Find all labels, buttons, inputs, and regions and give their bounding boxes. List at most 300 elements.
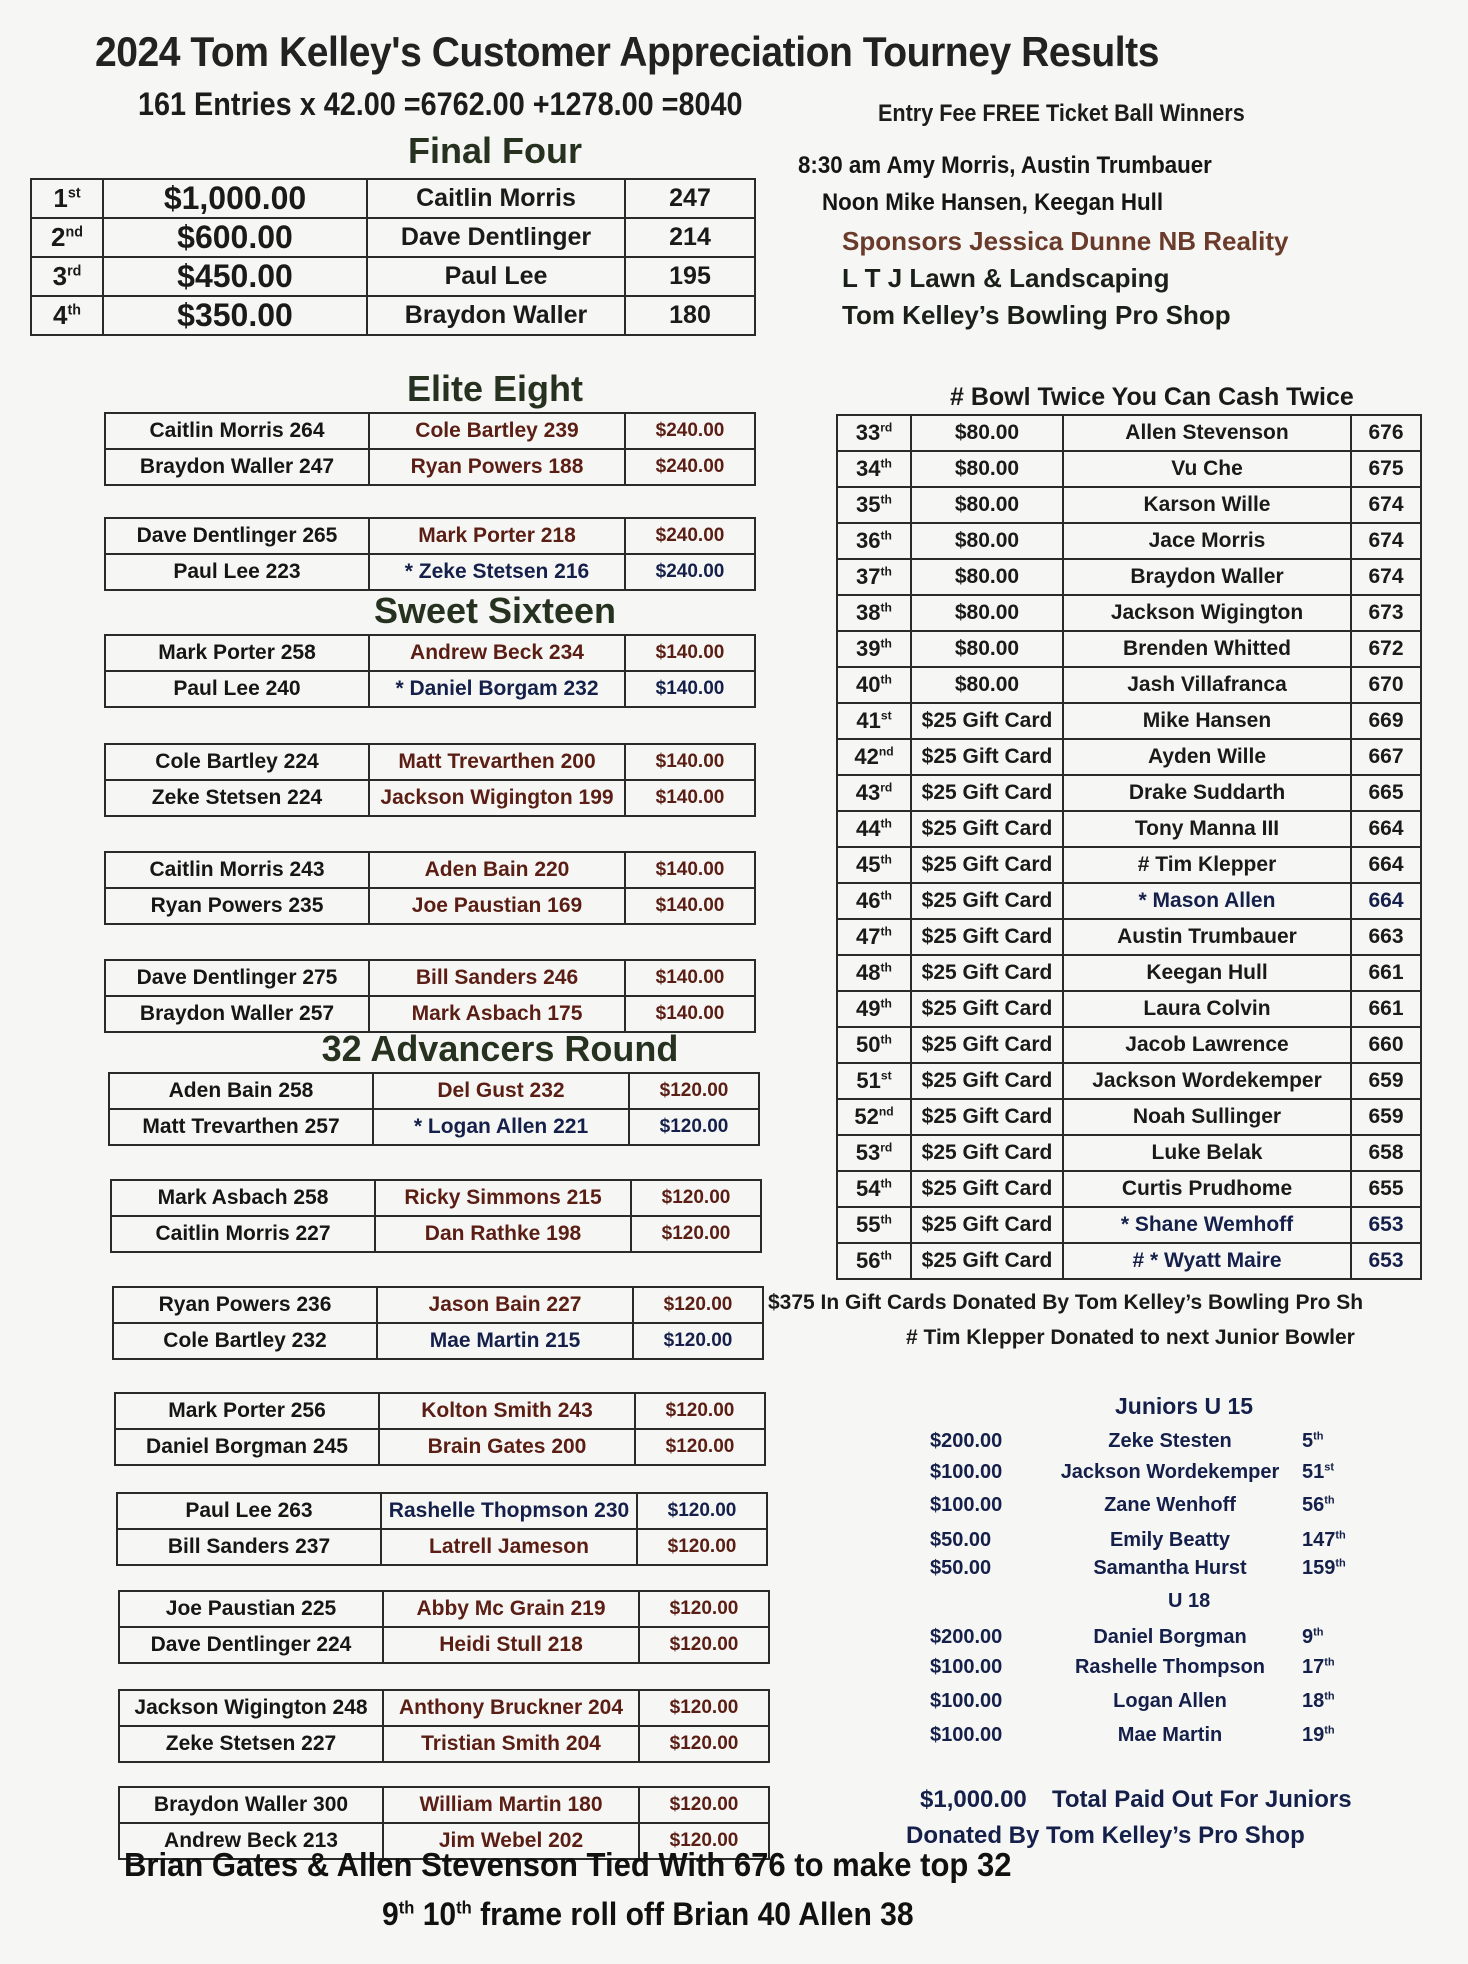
payout-cell: $140.00 bbox=[625, 780, 755, 816]
advancers-32-match-group bbox=[116, 1492, 768, 1566]
final-four-row bbox=[31, 257, 755, 296]
bowler-name-cell: * Shane Wemhoff bbox=[1063, 1207, 1351, 1243]
junior-prize: $50.00 bbox=[930, 1529, 992, 1551]
final-four-table bbox=[30, 178, 756, 336]
match-row bbox=[117, 1493, 767, 1529]
place-number: 40 bbox=[856, 672, 881, 697]
score-cell: 676 bbox=[1351, 415, 1421, 451]
junior-rank bbox=[1290, 1529, 1362, 1552]
prize-cell: $25 Gift Card bbox=[911, 1099, 1063, 1135]
match-row bbox=[111, 1216, 761, 1252]
junior-rank-number: 18 bbox=[1302, 1690, 1325, 1712]
place-number: 2 bbox=[51, 222, 66, 252]
junior-rank-number: 147 bbox=[1302, 1529, 1336, 1551]
payout-cell: $140.00 bbox=[625, 852, 755, 888]
sweet-sixteen-heading: Sweet Sixteen bbox=[373, 590, 617, 631]
junior-prize: $50.00 bbox=[930, 1557, 992, 1579]
junior-prize: $200.00 bbox=[930, 1430, 1003, 1452]
bowler-name-cell: Jacob Lawrence bbox=[1063, 1027, 1351, 1063]
place-suffix: st bbox=[67, 185, 81, 202]
prize-cell: $25 Gift Card bbox=[911, 919, 1063, 955]
advancers-32-match-group bbox=[118, 1689, 770, 1763]
opponent-cell: Aden Bain 220 bbox=[369, 852, 625, 888]
prize-cell: $25 Gift Card bbox=[911, 703, 1063, 739]
match-row bbox=[119, 1726, 769, 1762]
bowler-name-cell: # * Wyatt Maire bbox=[1063, 1243, 1351, 1279]
place-suffix: rd bbox=[880, 420, 893, 435]
place-suffix: rd bbox=[880, 780, 893, 795]
winner-cell: Braydon Waller 257 bbox=[105, 996, 369, 1032]
ticket-winners-noon: Noon Mike Hansen, Keegan Hull bbox=[822, 189, 1164, 216]
opponent-cell: Heidi Stull 218 bbox=[383, 1627, 639, 1663]
place-number: 55 bbox=[856, 1212, 881, 1237]
place-number: 53 bbox=[855, 1140, 881, 1165]
match-row bbox=[105, 518, 755, 554]
bowler-name-cell: Jackson Wordekemper bbox=[1063, 1063, 1351, 1099]
score-cell: 664 bbox=[1351, 811, 1421, 847]
payout-cell: $120.00 bbox=[637, 1529, 767, 1565]
winner-cell: Joe Paustian 225 bbox=[119, 1591, 383, 1627]
place-cell bbox=[31, 257, 103, 296]
winner-cell: Dave Dentlinger 275 bbox=[105, 960, 369, 996]
match-row bbox=[113, 1287, 763, 1323]
place-number: 44 bbox=[856, 816, 881, 841]
sweet-sixteen-match-group bbox=[104, 634, 756, 708]
junior-rank-number: 9 bbox=[1302, 1626, 1314, 1648]
sponsor-ltj-lawn: L T J Lawn & Landscaping bbox=[842, 263, 1170, 293]
payout-cell: $240.00 bbox=[625, 413, 755, 449]
place-cell bbox=[837, 667, 911, 703]
score-cell: 659 bbox=[1351, 1063, 1421, 1099]
prize-cell: $80.00 bbox=[911, 523, 1063, 559]
opponent-cell: Jason Bain 227 bbox=[377, 1287, 633, 1323]
place-suffix: st bbox=[880, 708, 892, 723]
payout-cell: $120.00 bbox=[639, 1627, 769, 1663]
junior-rank-number: 159 bbox=[1302, 1557, 1336, 1579]
bowler-name-cell: Keegan Hull bbox=[1063, 955, 1351, 991]
score-cell: 659 bbox=[1351, 1099, 1421, 1135]
junior-name: Rashelle Thompson bbox=[1074, 1656, 1266, 1678]
match-row bbox=[119, 1591, 769, 1627]
payout-cell: $120.00 bbox=[631, 1216, 761, 1252]
match-row bbox=[105, 960, 755, 996]
bowler-name-cell: Austin Trumbauer bbox=[1063, 919, 1351, 955]
prize-cell: $600.00 bbox=[103, 218, 367, 257]
match-row bbox=[109, 1073, 759, 1109]
opponent-cell: Abby Mc Grain 219 bbox=[383, 1591, 639, 1627]
score-cell: 674 bbox=[1351, 487, 1421, 523]
juniors-donated-by: Donated By Tom Kelley’s Pro Shop bbox=[906, 1822, 1305, 1849]
junior-rank-number: 56 bbox=[1302, 1494, 1325, 1516]
opponent-cell: Joe Paustian 169 bbox=[369, 888, 625, 924]
payout-cell: $120.00 bbox=[629, 1073, 759, 1109]
winner-cell: Ryan Powers 235 bbox=[105, 888, 369, 924]
standings-row bbox=[837, 847, 1421, 883]
place-suffix: th bbox=[880, 1176, 892, 1191]
junior-prize: $200.00 bbox=[930, 1626, 1003, 1648]
prize-cell: $80.00 bbox=[911, 667, 1063, 703]
bowler-name-cell: Paul Lee bbox=[367, 257, 625, 296]
standings-row bbox=[837, 811, 1421, 847]
score-cell: 674 bbox=[1351, 523, 1421, 559]
bowler-name-cell: Karson Wille bbox=[1063, 487, 1351, 523]
score-cell: 655 bbox=[1351, 1171, 1421, 1207]
elite-eight-match-group bbox=[104, 412, 756, 486]
place-suffix: th bbox=[880, 528, 892, 543]
match-row bbox=[105, 780, 755, 816]
junior-row bbox=[930, 1626, 1370, 1649]
payout-cell: $140.00 bbox=[625, 960, 755, 996]
place-cell bbox=[837, 739, 911, 775]
score-cell: 670 bbox=[1351, 667, 1421, 703]
prize-cell: $80.00 bbox=[911, 415, 1063, 451]
place-suffix: th bbox=[880, 1212, 892, 1227]
place-suffix: nd bbox=[878, 1104, 894, 1119]
junior-prize: $100.00 bbox=[930, 1656, 1003, 1678]
prize-cell: $25 Gift Card bbox=[911, 991, 1063, 1027]
entries-summary: 161 Entries x 42.00 =6762.00 +1278.00 =8040 bbox=[138, 86, 743, 122]
junior-rank-suffix: st bbox=[1324, 1461, 1335, 1474]
junior-rank-suffix: th bbox=[1324, 1656, 1335, 1669]
score-cell: 664 bbox=[1351, 883, 1421, 919]
advancers-32-match-group bbox=[108, 1072, 760, 1146]
standings-row bbox=[837, 919, 1421, 955]
junior-name: Zane Wenhoff bbox=[1104, 1494, 1236, 1516]
junior-rank-suffix: th bbox=[1324, 1494, 1335, 1507]
rolloff-frame-a: 9 bbox=[382, 1896, 399, 1932]
junior-row bbox=[930, 1557, 1370, 1580]
advancers-32-match-group bbox=[112, 1286, 764, 1360]
place-number: 46 bbox=[856, 888, 881, 913]
place-cell bbox=[837, 631, 911, 667]
sweet-sixteen-match-group bbox=[104, 743, 756, 817]
place-suffix: th bbox=[67, 302, 81, 319]
payout-cell: $140.00 bbox=[625, 996, 755, 1032]
standings-row bbox=[837, 1063, 1421, 1099]
junior-rank bbox=[1290, 1656, 1362, 1679]
prize-cell: $80.00 bbox=[911, 595, 1063, 631]
opponent-cell: Bill Sanders 246 bbox=[369, 960, 625, 996]
payout-cell: $140.00 bbox=[625, 671, 755, 707]
junior-name: Zeke Stesten bbox=[1108, 1430, 1232, 1452]
place-number: 39 bbox=[856, 636, 881, 661]
payout-cell: $140.00 bbox=[625, 888, 755, 924]
winner-cell: Paul Lee 240 bbox=[105, 671, 369, 707]
match-row bbox=[115, 1393, 765, 1429]
match-row bbox=[115, 1429, 765, 1465]
match-row bbox=[105, 888, 755, 924]
place-suffix: th bbox=[880, 816, 892, 831]
advancers-32-match-group bbox=[118, 1590, 770, 1664]
junior-prize: $100.00 bbox=[930, 1690, 1003, 1712]
winner-cell: Paul Lee 263 bbox=[117, 1493, 381, 1529]
place-suffix: th bbox=[880, 1032, 892, 1047]
score-cell: 180 bbox=[625, 296, 755, 335]
place-cell bbox=[31, 296, 103, 335]
bowler-name-cell: Tony Manna III bbox=[1063, 811, 1351, 847]
place-suffix: rd bbox=[880, 1140, 893, 1155]
place-cell bbox=[837, 1027, 911, 1063]
junior-rank-suffix: th bbox=[1335, 1557, 1346, 1570]
opponent-cell: Andrew Beck 234 bbox=[369, 635, 625, 671]
standings-row bbox=[837, 703, 1421, 739]
score-cell: 653 bbox=[1351, 1207, 1421, 1243]
score-cell: 661 bbox=[1351, 991, 1421, 1027]
opponent-cell: * Logan Allen 221 bbox=[373, 1109, 629, 1145]
bowler-name-cell: Luke Belak bbox=[1063, 1135, 1351, 1171]
junior-rank-number: 5 bbox=[1302, 1430, 1314, 1452]
payout-cell: $120.00 bbox=[633, 1323, 763, 1359]
opponent-cell: Rashelle Thopmson 230 bbox=[381, 1493, 637, 1529]
match-row bbox=[105, 413, 755, 449]
prize-cell: $80.00 bbox=[911, 487, 1063, 523]
match-row bbox=[113, 1323, 763, 1359]
place-suffix: nd bbox=[65, 224, 83, 241]
prize-cell: $25 Gift Card bbox=[911, 1207, 1063, 1243]
place-cell bbox=[837, 811, 911, 847]
place-number: 4 bbox=[53, 300, 68, 330]
bowler-name-cell: Mike Hansen bbox=[1063, 703, 1351, 739]
bowler-name-cell: # Tim Klepper bbox=[1063, 847, 1351, 883]
winner-cell: Paul Lee 223 bbox=[105, 554, 369, 590]
standings-row bbox=[837, 415, 1421, 451]
winner-cell: Caitlin Morris 264 bbox=[105, 413, 369, 449]
place-number: 1 bbox=[53, 183, 68, 213]
place-number: 37 bbox=[856, 564, 881, 589]
klepper-note: # Tim Klepper Donated to next Junior Bowler bbox=[906, 1326, 1355, 1349]
winner-cell: Cole Bartley 224 bbox=[105, 744, 369, 780]
junior-row bbox=[930, 1656, 1370, 1679]
place-number: 41 bbox=[856, 708, 881, 733]
match-row bbox=[119, 1787, 769, 1823]
junior-row bbox=[930, 1494, 1370, 1517]
advancers-32-match-group bbox=[114, 1392, 766, 1466]
place-number: 45 bbox=[856, 852, 881, 877]
payout-cell: $120.00 bbox=[633, 1287, 763, 1323]
winner-cell: Andrew Beck 213 bbox=[119, 1823, 383, 1859]
place-cell bbox=[31, 218, 103, 257]
standings-row bbox=[837, 1135, 1421, 1171]
place-number: 35 bbox=[856, 492, 881, 517]
score-cell: 660 bbox=[1351, 1027, 1421, 1063]
payout-cell: $240.00 bbox=[625, 554, 755, 590]
opponent-cell: Cole Bartley 239 bbox=[369, 413, 625, 449]
prize-cell: $25 Gift Card bbox=[911, 847, 1063, 883]
score-cell: 669 bbox=[1351, 703, 1421, 739]
junior-prize: $100.00 bbox=[930, 1724, 1003, 1746]
sweet-sixteen-match-group bbox=[104, 959, 756, 1033]
payout-cell: $120.00 bbox=[639, 1726, 769, 1762]
place-suffix: th bbox=[880, 852, 892, 867]
winner-cell: Mark Porter 256 bbox=[115, 1393, 379, 1429]
junior-rank-suffix: th bbox=[1313, 1430, 1324, 1443]
place-suffix: th bbox=[880, 960, 892, 975]
standings-row bbox=[837, 451, 1421, 487]
junior-rank-number: 51 bbox=[1302, 1461, 1325, 1483]
place-number: 43 bbox=[855, 780, 881, 805]
juniors-u18-heading: U 18 bbox=[1168, 1590, 1211, 1612]
sponsor-pro-shop: Tom Kelley’s Bowling Pro Shop bbox=[842, 300, 1231, 330]
standings-row bbox=[837, 1243, 1421, 1279]
place-suffix: th bbox=[880, 672, 892, 687]
winner-cell: Braydon Waller 300 bbox=[119, 1787, 383, 1823]
standings-row bbox=[837, 955, 1421, 991]
bowler-name-cell: Drake Suddarth bbox=[1063, 775, 1351, 811]
junior-row bbox=[930, 1724, 1370, 1747]
opponent-cell: Jim Webel 202 bbox=[383, 1823, 639, 1859]
bowl-twice-table bbox=[836, 414, 1422, 1280]
junior-rank-suffix: th bbox=[1313, 1626, 1324, 1639]
winner-cell: Zeke Stetsen 224 bbox=[105, 780, 369, 816]
score-cell: 661 bbox=[1351, 955, 1421, 991]
match-row bbox=[105, 449, 755, 485]
prize-cell: $350.00 bbox=[103, 296, 367, 335]
bowler-name-cell: Jackson Wigington bbox=[1063, 595, 1351, 631]
junior-rank bbox=[1290, 1557, 1362, 1580]
junior-name: Jackson Wordekemper bbox=[1060, 1461, 1280, 1483]
prize-cell: $25 Gift Card bbox=[911, 883, 1063, 919]
place-cell bbox=[837, 415, 911, 451]
opponent-cell: Brain Gates 200 bbox=[379, 1429, 635, 1465]
standings-row bbox=[837, 1207, 1421, 1243]
standings-row bbox=[837, 883, 1421, 919]
junior-rank-suffix: th bbox=[1324, 1690, 1335, 1703]
place-cell bbox=[31, 179, 103, 218]
bowler-name-cell: Jace Morris bbox=[1063, 523, 1351, 559]
score-cell: 247 bbox=[625, 179, 755, 218]
bowler-name-cell: * Mason Allen bbox=[1063, 883, 1351, 919]
place-number: 47 bbox=[856, 924, 881, 949]
score-cell: 658 bbox=[1351, 1135, 1421, 1171]
bowler-name-cell: Ayden Wille bbox=[1063, 739, 1351, 775]
place-cell bbox=[837, 991, 911, 1027]
winner-cell: Ryan Powers 236 bbox=[113, 1287, 377, 1323]
junior-rank bbox=[1290, 1461, 1362, 1484]
opponent-cell: Anthony Bruckner 204 bbox=[383, 1690, 639, 1726]
place-suffix: th bbox=[880, 456, 892, 471]
winner-cell: Dave Dentlinger 265 bbox=[105, 518, 369, 554]
junior-name: Samantha Hurst bbox=[1093, 1557, 1247, 1579]
winner-cell: Mark Porter 258 bbox=[105, 635, 369, 671]
junior-name: Daniel Borgman bbox=[1093, 1626, 1247, 1648]
opponent-cell: William Martin 180 bbox=[383, 1787, 639, 1823]
opponent-cell: Matt Trevarthen 200 bbox=[369, 744, 625, 780]
match-row bbox=[117, 1529, 767, 1565]
junior-rank-number: 17 bbox=[1302, 1656, 1325, 1678]
standings-row bbox=[837, 487, 1421, 523]
junior-rank-suffix: th bbox=[1324, 1724, 1335, 1737]
place-cell bbox=[837, 919, 911, 955]
place-suffix: th bbox=[880, 636, 892, 651]
junior-rank-suffix: th bbox=[1335, 1529, 1346, 1542]
winner-cell: Matt Trevarthen 257 bbox=[109, 1109, 373, 1145]
place-cell bbox=[837, 1207, 911, 1243]
place-number: 34 bbox=[856, 456, 881, 481]
winner-cell: Cole Bartley 232 bbox=[113, 1323, 377, 1359]
prize-cell: $25 Gift Card bbox=[911, 739, 1063, 775]
gift-card-note: $375 In Gift Cards Donated By Tom Kelley’s Bowling Pro Sh bbox=[768, 1291, 1364, 1314]
payout-cell: $120.00 bbox=[639, 1787, 769, 1823]
place-cell bbox=[837, 883, 911, 919]
juniors-total-amount: $1,000.00 bbox=[920, 1786, 1027, 1813]
winner-cell: Caitlin Morris 227 bbox=[111, 1216, 375, 1252]
sponsor-jessica-dunne: Sponsors Jessica Dunne NB Reality bbox=[842, 226, 1289, 256]
place-suffix: th bbox=[880, 924, 892, 939]
junior-rank bbox=[1290, 1494, 1362, 1517]
score-cell: 674 bbox=[1351, 559, 1421, 595]
prize-cell: $80.00 bbox=[911, 451, 1063, 487]
prize-cell: $25 Gift Card bbox=[911, 775, 1063, 811]
tie-note: Brian Gates & Allen Stevenson Tied With 676 to make top 32 bbox=[124, 1846, 1012, 1883]
score-cell: 673 bbox=[1351, 595, 1421, 631]
junior-name: Emily Beatty bbox=[1109, 1529, 1231, 1551]
standings-row bbox=[837, 667, 1421, 703]
junior-rank bbox=[1290, 1690, 1362, 1713]
advancers-32-heading: 32 Advancers Round bbox=[321, 1028, 679, 1069]
opponent-cell: Ricky Simmons 215 bbox=[375, 1180, 631, 1216]
prize-cell: $25 Gift Card bbox=[911, 1135, 1063, 1171]
winner-cell: Dave Dentlinger 224 bbox=[119, 1627, 383, 1663]
place-cell bbox=[837, 559, 911, 595]
match-row bbox=[105, 852, 755, 888]
match-row bbox=[105, 554, 755, 590]
bowler-name-cell: Braydon Waller bbox=[1063, 559, 1351, 595]
place-cell bbox=[837, 595, 911, 631]
match-row bbox=[105, 996, 755, 1032]
junior-rank-number: 19 bbox=[1302, 1724, 1325, 1746]
prize-cell: $25 Gift Card bbox=[911, 1027, 1063, 1063]
score-cell: 195 bbox=[625, 257, 755, 296]
final-four-heading: Final Four bbox=[408, 130, 582, 171]
opponent-cell: Tristian Smith 204 bbox=[383, 1726, 639, 1762]
place-cell bbox=[837, 955, 911, 991]
match-row bbox=[105, 671, 755, 707]
payout-cell: $140.00 bbox=[625, 635, 755, 671]
place-number: 42 bbox=[854, 744, 879, 769]
junior-rank bbox=[1290, 1626, 1362, 1649]
standings-row bbox=[837, 1027, 1421, 1063]
rolloff-text: frame roll off Brian 40 Allen 38 bbox=[471, 1896, 914, 1932]
place-number: 56 bbox=[856, 1248, 881, 1273]
winner-cell: Daniel Borgman 245 bbox=[115, 1429, 379, 1465]
junior-rank bbox=[1290, 1430, 1362, 1453]
place-cell bbox=[837, 847, 911, 883]
opponent-cell: Del Gust 232 bbox=[373, 1073, 629, 1109]
opponent-cell: Jackson Wigington 199 bbox=[369, 780, 625, 816]
opponent-cell: Kolton Smith 243 bbox=[379, 1393, 635, 1429]
junior-row bbox=[930, 1461, 1370, 1484]
payout-cell: $120.00 bbox=[631, 1180, 761, 1216]
prize-cell: $25 Gift Card bbox=[911, 1063, 1063, 1099]
place-suffix: th bbox=[880, 600, 892, 615]
opponent-cell: Ryan Powers 188 bbox=[369, 449, 625, 485]
place-cell bbox=[837, 1099, 911, 1135]
place-cell bbox=[837, 523, 911, 559]
standings-row bbox=[837, 595, 1421, 631]
prize-cell: $80.00 bbox=[911, 631, 1063, 667]
payout-cell: $240.00 bbox=[625, 518, 755, 554]
standings-row bbox=[837, 739, 1421, 775]
bowler-name-cell: Dave Dentlinger bbox=[367, 218, 625, 257]
junior-name: Logan Allen bbox=[1113, 1690, 1227, 1712]
winner-cell: Bill Sanders 237 bbox=[117, 1529, 381, 1565]
place-cell bbox=[837, 703, 911, 739]
winner-cell: Caitlin Morris 243 bbox=[105, 852, 369, 888]
prize-cell: $25 Gift Card bbox=[911, 811, 1063, 847]
bowler-name-cell: Braydon Waller bbox=[367, 296, 625, 335]
place-number: 52 bbox=[854, 1104, 879, 1129]
match-row bbox=[111, 1180, 761, 1216]
